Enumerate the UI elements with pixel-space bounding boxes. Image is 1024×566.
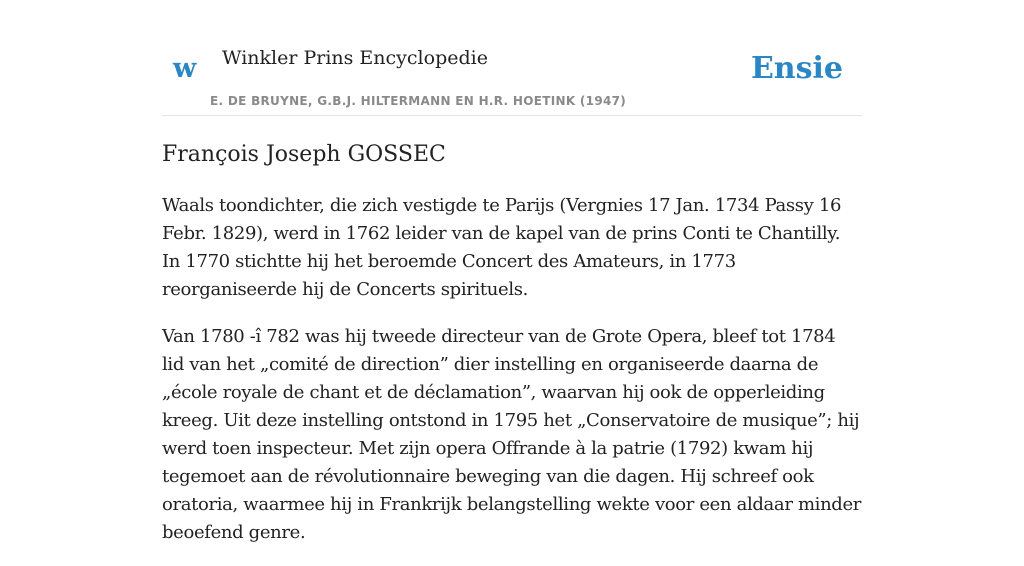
entry-body — [162, 192, 862, 566]
entry-paragraph: Waals toondichter, die zich vestigde te Parijs (Vergnies 17 Jan. 1734 Passy 16 Febr. 1829), werd in 1762 leider van de kapel van de prins Conti te Chantilly. In 1770 stichtte hij het beroemde Concert des Amateurs, in 1773 reorganiseerde hij de Concerts spirituels. — [162, 195, 842, 300]
publication-authors: E. DE BRUYNE, G.B.J. HILTERMANN EN H.R. HOETINK (1947) — [210, 94, 627, 108]
winkler-prins-logo[interactable]: w — [173, 53, 197, 84]
entry-paragraph: Van 1780 -î 782 was hij tweede directeur van de Grote Opera, bleef tot 1784 lid van het „comité de direction” dier instelling en organiseerde daarna de „école royale de chant et de déclamation”, waarvan hij ook de opperleiding kreeg. Uit deze instelling ontstond in 1795 het „Conservatoire de musique”; hij werd toen inspecteur. Met zijn opera Offrande à la patrie (1792) kwam hij tegemoet aan de révolutionnaire beweging van die dagen. Hij schreef ook oratoria, waarmee hij in Frankrijk belangstelling wekte voor een aldaar minder beoefend genre. — [162, 326, 862, 543]
ensie-logo-link[interactable]: Ensie — [750, 51, 843, 86]
publication-title[interactable]: Winkler Prins Encyclopedie — [222, 47, 488, 69]
entry-title: François Joseph GOSSEC — [162, 142, 446, 167]
site-header — [162, 0, 862, 116]
page — [162, 0, 862, 543]
